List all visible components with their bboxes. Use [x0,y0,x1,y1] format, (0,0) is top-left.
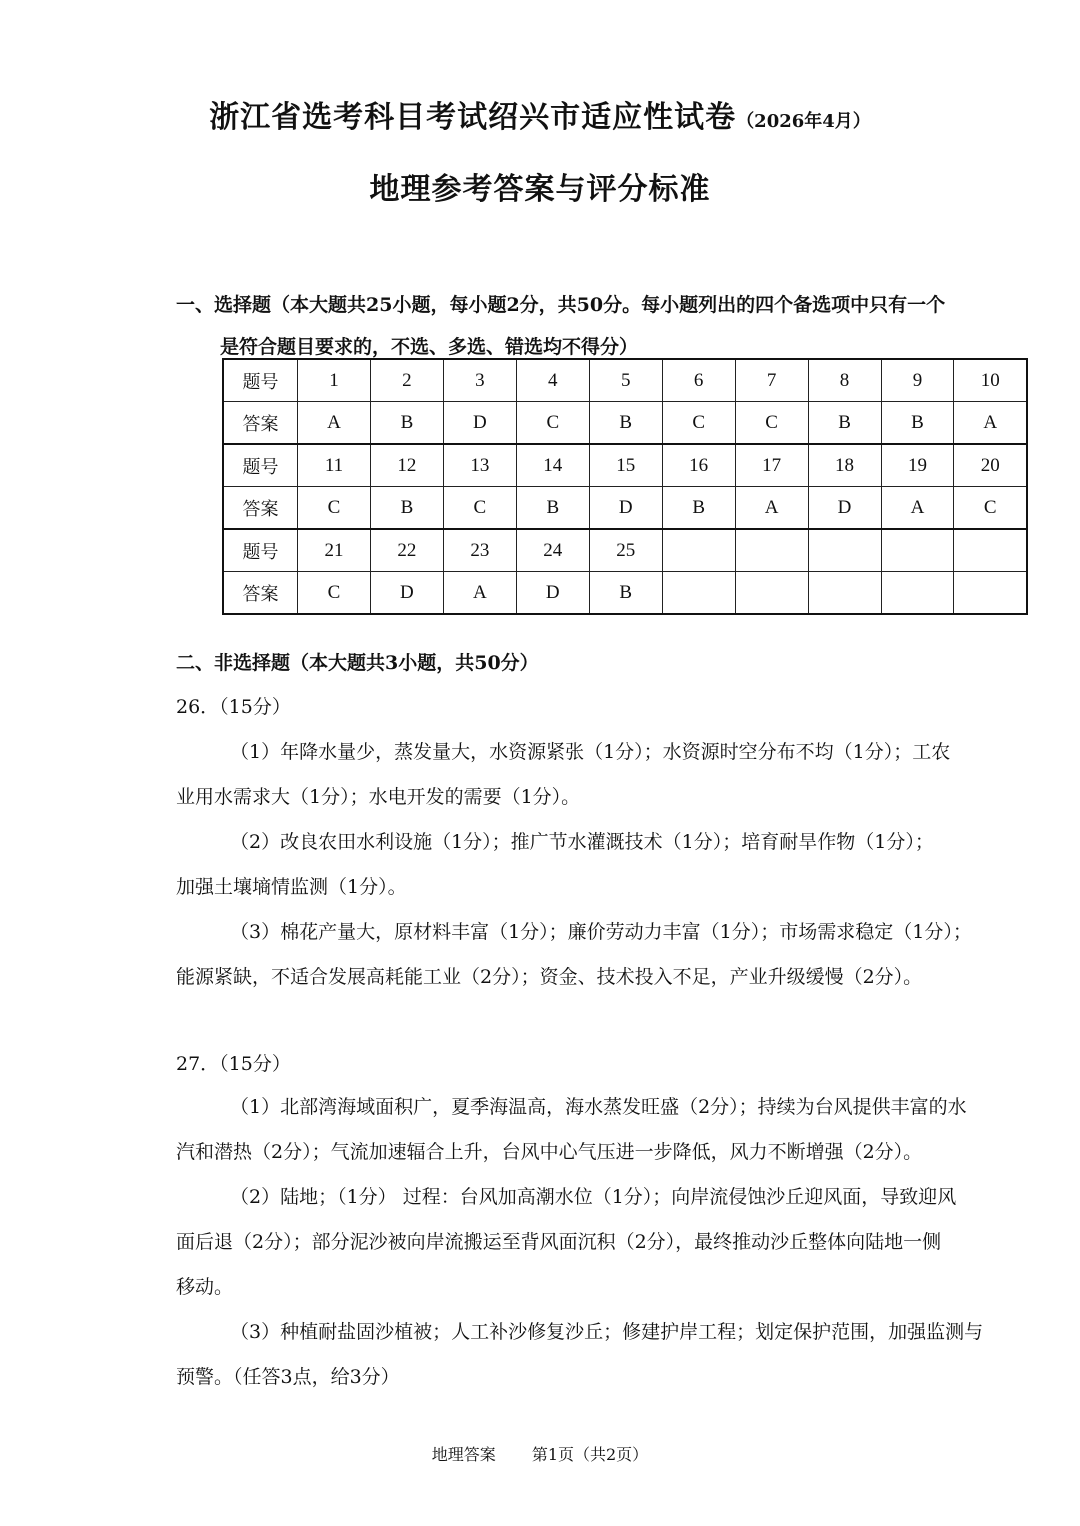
answer-cell: A [443,572,516,615]
question-number-cell [662,529,735,572]
question-number-cell: 7 [735,359,808,402]
question-number-cell [954,529,1027,572]
q27-part1 [176,1085,1072,1175]
question-number-cell [735,529,808,572]
q26-heading: 26．（15分） [176,696,291,718]
table-row-answers [223,572,1027,615]
answer-cell [954,572,1027,615]
answer-cell: A [954,402,1027,445]
q27-part2 [176,1175,1072,1310]
section1-heading [176,284,1076,368]
question-number-cell: 2 [370,359,443,402]
question-number-cell: 6 [662,359,735,402]
question-number-cell [808,529,881,572]
row-label-number: 题号 [223,444,298,487]
question-number-cell: 22 [370,529,443,572]
question-number-cell: 9 [881,359,954,402]
q26-part3-line1: （3）棉花产量大，原材料丰富（1分）；廉价劳动力丰富（1分）；市场需求稳定（1分）； [230,921,972,943]
question-number-cell: 17 [735,444,808,487]
question-number-cell: 20 [954,444,1027,487]
question-number-cell: 25 [589,529,662,572]
answer-cell: B [881,402,954,445]
page-footer [0,1442,1080,1465]
q27-part1-line1: （1）北部湾海域面积广，夏季海温高，海水蒸发旺盛（2分）；持续为台风提供丰富的水 [230,1096,967,1118]
q27-part2-line2: 面后退（2分）；部分泥沙被向岸流搬运至背风面沉积（2分），最终推动沙丘整体向陆地一侧 [176,1231,942,1253]
question-number-cell: 5 [589,359,662,402]
answer-cell: D [516,572,589,615]
q27-part1-line2: 汽和潜热（2分）；气流加速辐合上升，台风中心气压进一步降低，风力不断增强（2分）。 [176,1141,923,1163]
answer-cell [735,572,808,615]
document-subtitle: 地理参考答案与评分标准 [369,172,711,207]
q27-heading: 27．（15分） [176,1053,291,1075]
q27-part3 [176,1310,1072,1400]
q27-part2-line1: （2）陆地；（1分） 过程：台风加高潮水位（1分）；向岸流侵蚀沙丘迎风面，导致迎风 [230,1186,957,1208]
section2-heading: 二、非选择题（本大题共3小题，共50分） [176,652,539,674]
question-number-cell: 18 [808,444,881,487]
answer-cell: C [662,402,735,445]
q26-part3-line2: 能源紧缺，不适合发展高耗能工业（2分）；资金、技术投入不足，产业升级缓慢（2分）。 [176,966,923,988]
answer-cell [662,572,735,615]
q26-part2 [176,820,1072,910]
row-label-answer: 答案 [223,572,298,615]
answer-cell: D [370,572,443,615]
q26-part1-line1: （1）年降水量少，蒸发量大，水资源紧张（1分）；水资源时空分布不均（1分）；工农 [230,741,951,763]
question-number-cell: 13 [443,444,516,487]
answer-cell: C [516,402,589,445]
question-number-cell: 19 [881,444,954,487]
answer-cell: B [516,487,589,530]
answer-cell [881,572,954,615]
answer-cell: C [298,572,371,615]
answer-cell: B [370,402,443,445]
answer-cell: A [298,402,371,445]
table-row-answers [223,402,1027,445]
title-date: （2026年4月） [736,111,871,132]
answer-cell: B [662,487,735,530]
document-title [0,92,1080,136]
question-number-cell: 1 [298,359,371,402]
question-number-cell: 4 [516,359,589,402]
q27-part3-line2: 预警。（任答3点，给3分） [176,1366,400,1388]
question-number-cell: 23 [443,529,516,572]
footer-doc-name: 地理答案 [431,1445,496,1464]
q26-part3 [176,910,1072,1000]
row-label-number: 题号 [223,529,298,572]
answer-cell: B [808,402,881,445]
answer-cell: D [443,402,516,445]
answer-cell: B [370,487,443,530]
q26-part2-line1: （2）改良农田水利设施（1分）；推广节水灌溉技术（1分）；培育耐旱作物（1分）； [230,831,934,853]
footer-page-info: 第1页（共2页） [531,1445,649,1464]
answer-cell: D [589,487,662,530]
question-number-cell: 14 [516,444,589,487]
q26-part2-line2: 加强土壤墒情监测（1分）。 [176,876,407,898]
table-row-numbers [223,529,1027,572]
table-row-numbers [223,444,1027,487]
answer-cell: A [881,487,954,530]
question-number-cell: 11 [298,444,371,487]
answer-cell: C [443,487,516,530]
row-label-answer: 答案 [223,402,298,445]
question-number-cell: 24 [516,529,589,572]
row-label-number: 题号 [223,359,298,402]
table-row-numbers [223,359,1027,402]
question-number-cell: 3 [443,359,516,402]
answer-table [222,358,1028,615]
question-number-cell [881,529,954,572]
answer-cell: C [954,487,1027,530]
q26-part1-line2: 业用水需求大（1分）；水电开发的需要（1分）。 [176,786,581,808]
answer-cell: D [808,487,881,530]
q27-part3-line1: （3）种植耐盐固沙植被；人工补沙修复沙丘；修建护岸工程；划定保护范围，加强监测与 [230,1321,984,1343]
title-main: 浙江省选考科目考试绍兴市适应性试卷 [209,100,737,135]
question-number-cell: 21 [298,529,371,572]
question-number-cell: 8 [808,359,881,402]
answer-cell: B [589,402,662,445]
q26-part1 [176,730,1072,820]
answer-cell: B [589,572,662,615]
answer-cell [808,572,881,615]
section1-heading-line1: 一、选择题（本大题共25小题，每小题2分，共50分。每小题列出的四个备选项中只有一个 [176,294,946,316]
answer-cell: C [735,402,808,445]
question-number-cell: 15 [589,444,662,487]
table-row-answers [223,487,1027,530]
answer-cell: A [735,487,808,530]
question-number-cell: 16 [662,444,735,487]
q27-part2-line3: 移动。 [176,1276,234,1298]
section1-heading-line2: 是符合题目要求的，不选、多选、错选均不得分） [220,336,639,358]
answer-cell: C [298,487,371,530]
row-label-answer: 答案 [223,487,298,530]
question-number-cell: 10 [954,359,1027,402]
question-number-cell: 12 [370,444,443,487]
